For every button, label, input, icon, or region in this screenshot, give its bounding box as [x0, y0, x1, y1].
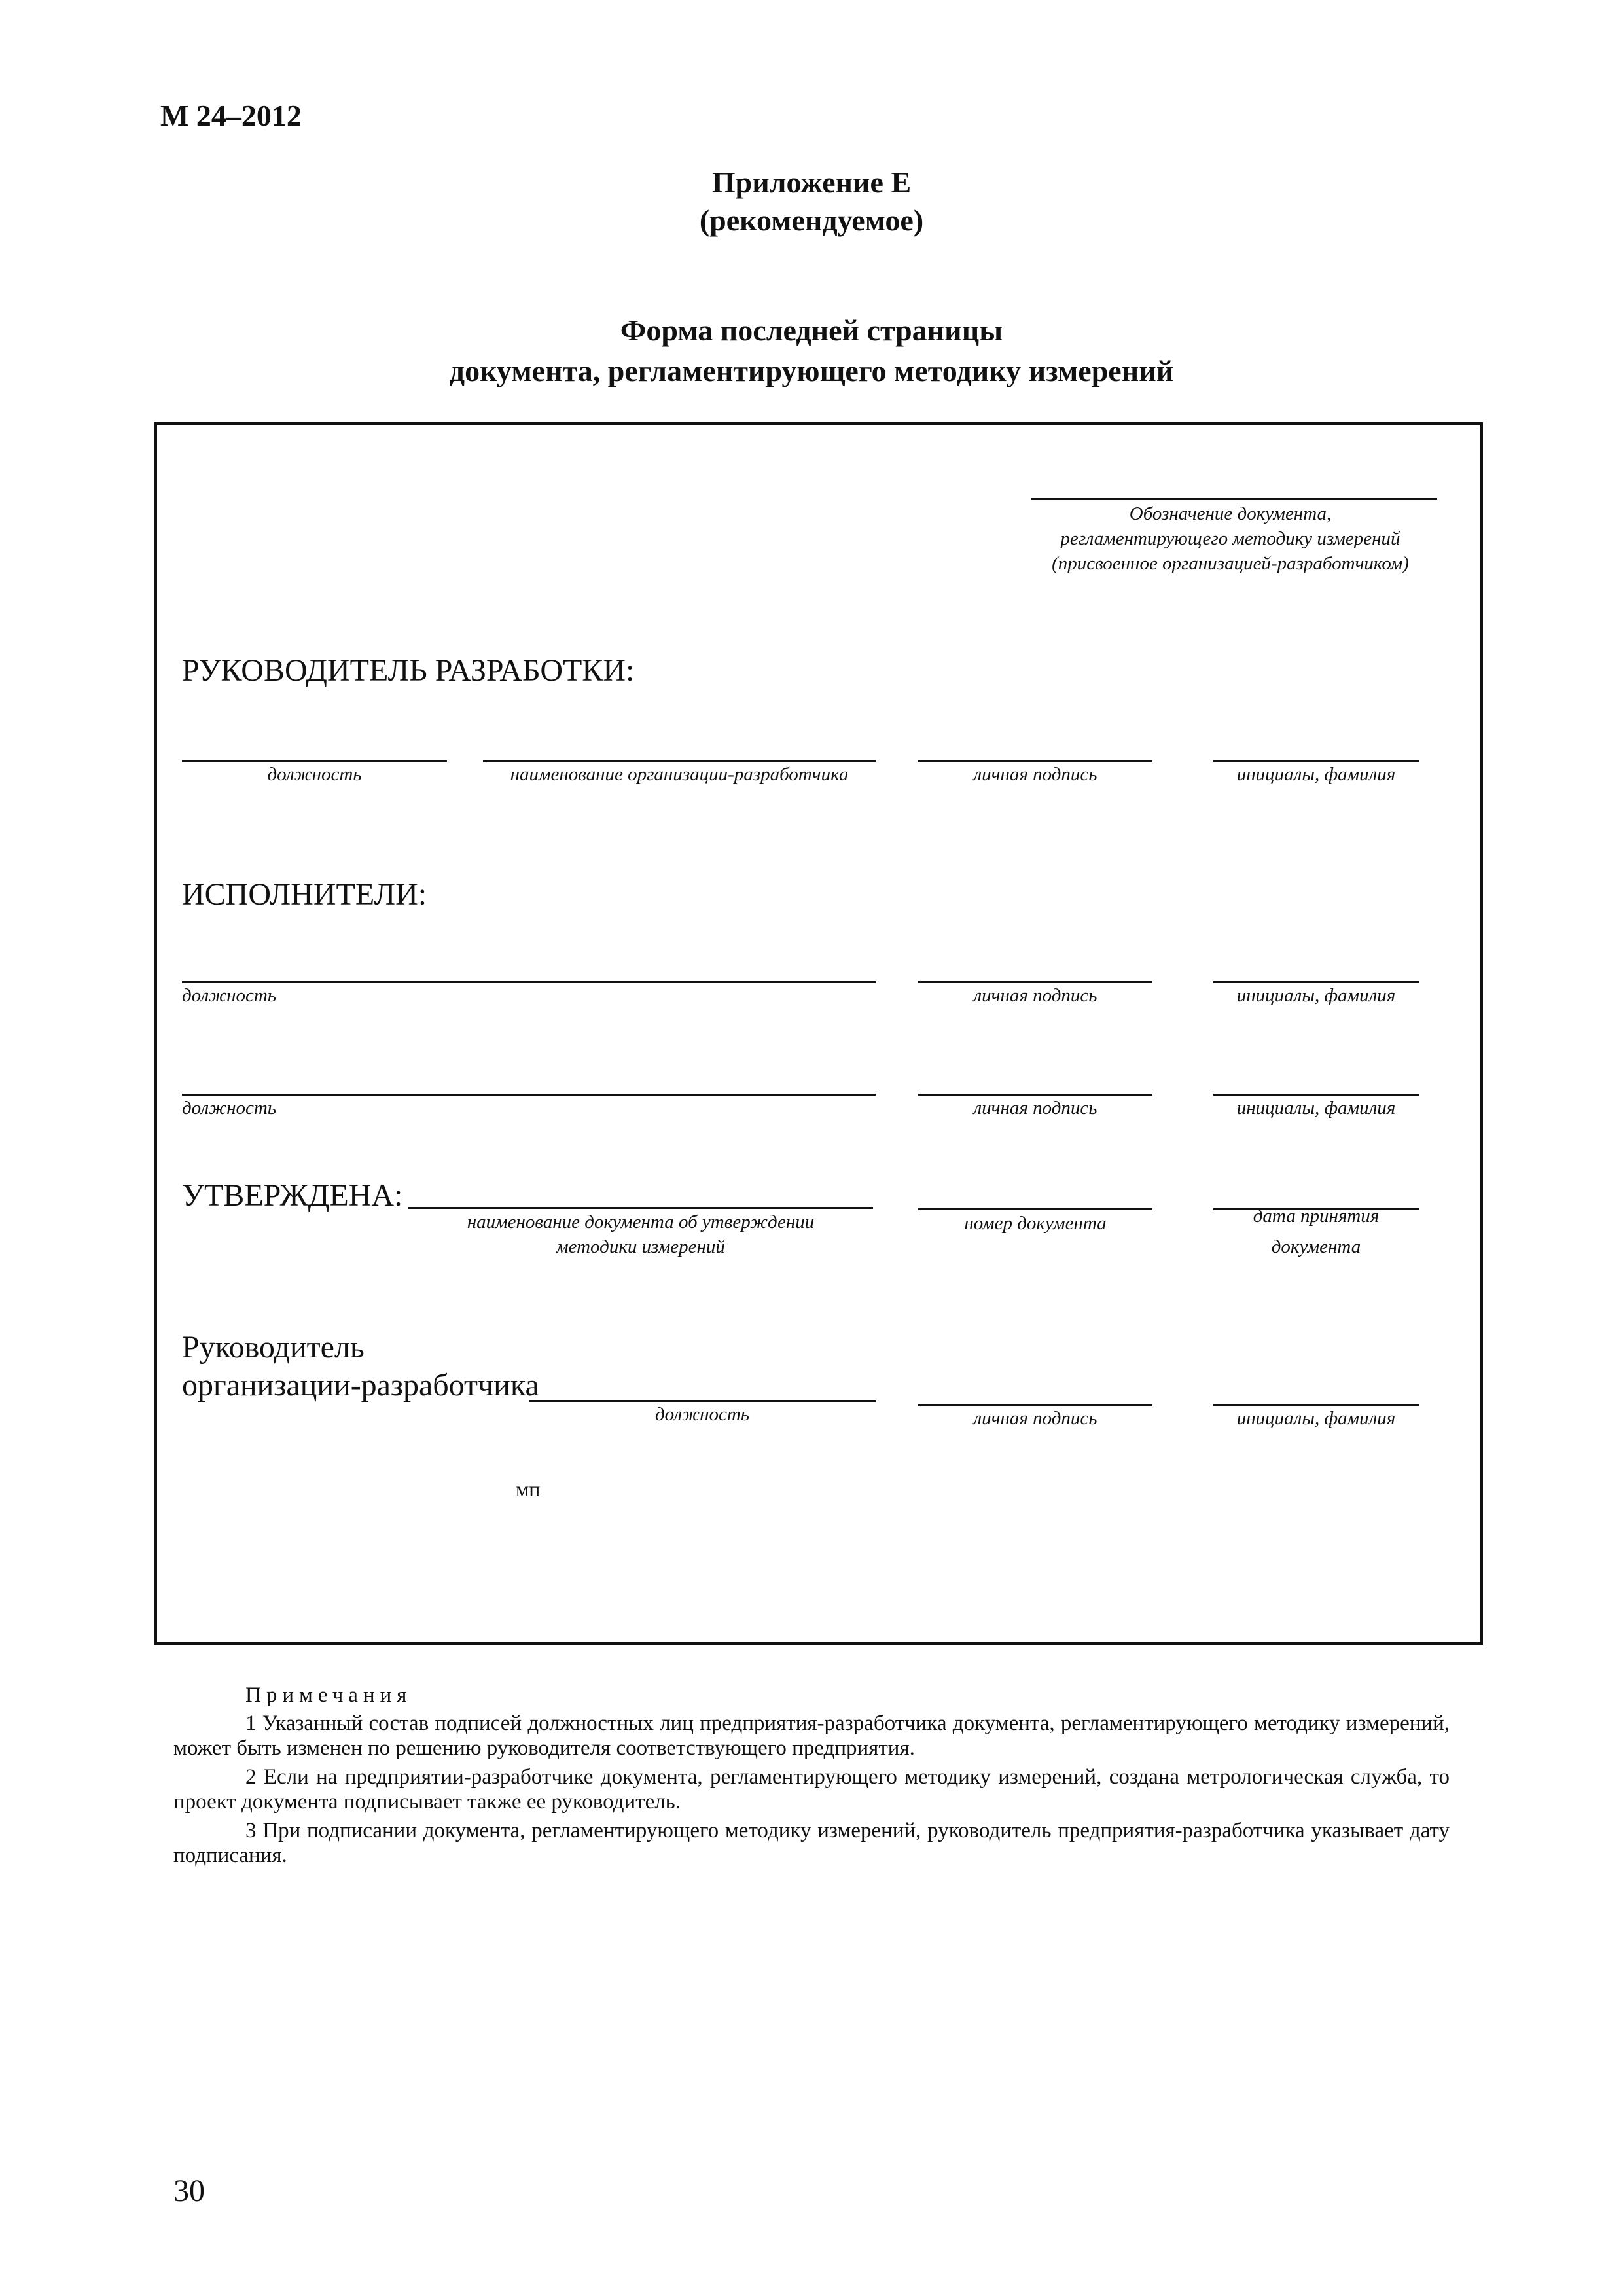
executor-2-name-line [1213, 1094, 1419, 1096]
notes-heading: Примечания [245, 1683, 412, 1707]
approved-doc-line [408, 1207, 873, 1209]
position-caption: должность [267, 764, 362, 785]
executor-2-signature-caption: личная подпись [973, 1098, 1097, 1119]
note-item-3: 3 При подписании документа, регламентирующего методику измерений, руководитель предприятия-разработчика указывает дату подписания. [173, 1819, 1450, 1867]
executor-1-signature-caption: личная подпись [973, 985, 1097, 1006]
executor-1-position-line [182, 981, 876, 983]
appendix-status: (рекомендуемое) [699, 204, 924, 237]
approved-number-line [918, 1208, 1152, 1210]
approved-doc-caption-1: наименование документа об утверждении [467, 1211, 815, 1232]
org-head-signature-caption: личная подпись [973, 1408, 1097, 1429]
executor-2-signature-line [918, 1094, 1152, 1096]
org-head-signature-line [918, 1404, 1152, 1406]
designation-caption-2: регламентирующего методику измерений [1060, 528, 1400, 549]
appendix-title: Приложение Е [711, 166, 912, 199]
approved-doc-caption-2: методики измерений [556, 1236, 725, 1257]
org-head-label-2: организации-разработчика [182, 1368, 539, 1403]
executors-heading: ИСПОЛНИТЕЛИ: [182, 877, 427, 912]
approved-date-caption-2: документа [1271, 1236, 1361, 1257]
org-head-position-caption: должность [655, 1404, 749, 1425]
executor-2-position-caption: должность [182, 1098, 276, 1119]
name-line [1213, 760, 1419, 762]
executor-1-signature-line [918, 981, 1152, 983]
position-line [182, 760, 447, 762]
executor-1-name-caption: инициалы, фамилия [1236, 985, 1396, 1006]
seal-mark: мп [516, 1477, 541, 1501]
approved-number-caption: номер документа [964, 1213, 1107, 1234]
approved-heading: УТВЕРЖДЕНА: [182, 1178, 403, 1213]
form-title-line1: Форма последней страницы [620, 314, 1003, 347]
executor-2-position-line [182, 1094, 876, 1096]
executor-1-name-line [1213, 981, 1419, 983]
designation-caption-3: (присвоенное организацией-разработчиком) [1052, 553, 1409, 574]
form-title-line2: документа, регламентирующего методику измерений [449, 354, 1174, 387]
approved-date-caption-1: дата принятия [1253, 1206, 1380, 1227]
org-head-name-caption: инициалы, фамилия [1236, 1408, 1396, 1429]
org-head-position-line [529, 1400, 876, 1402]
designation-caption-1: Обозначение документа, [1129, 503, 1332, 524]
executor-1-position-caption: должность [182, 985, 276, 1006]
org-head-name-line [1213, 1404, 1419, 1406]
signature-line [918, 760, 1152, 762]
name-caption: инициалы, фамилия [1236, 764, 1396, 785]
head-of-development-heading: РУКОВОДИТЕЛЬ РАЗРАБОТКИ: [182, 653, 635, 688]
note-item-1: 1 Указанный состав подписей должностных лиц предприятия-разработчика документа, регламентирующего методику измерений, может быть изменен по решению руководителя соответствующего предприятия. [173, 1712, 1450, 1760]
page-number: 30 [173, 2174, 205, 2208]
document-code: М 24–2012 [160, 99, 302, 132]
note-item-2: 2 Если на предприятии-разработчике документа, регламентирующего методику измерений, создана метрологическая служба, то проект документа подписывает также ее руководитель. [173, 1765, 1450, 1814]
organization-line [483, 760, 876, 762]
org-head-label-1: Руководитель [182, 1330, 365, 1365]
executor-2-name-caption: инициалы, фамилия [1236, 1098, 1396, 1119]
organization-caption: наименование организации-разработчика [510, 764, 849, 785]
form-frame [154, 422, 1483, 1645]
designation-line [1031, 498, 1437, 500]
signature-caption: личная подпись [973, 764, 1097, 785]
